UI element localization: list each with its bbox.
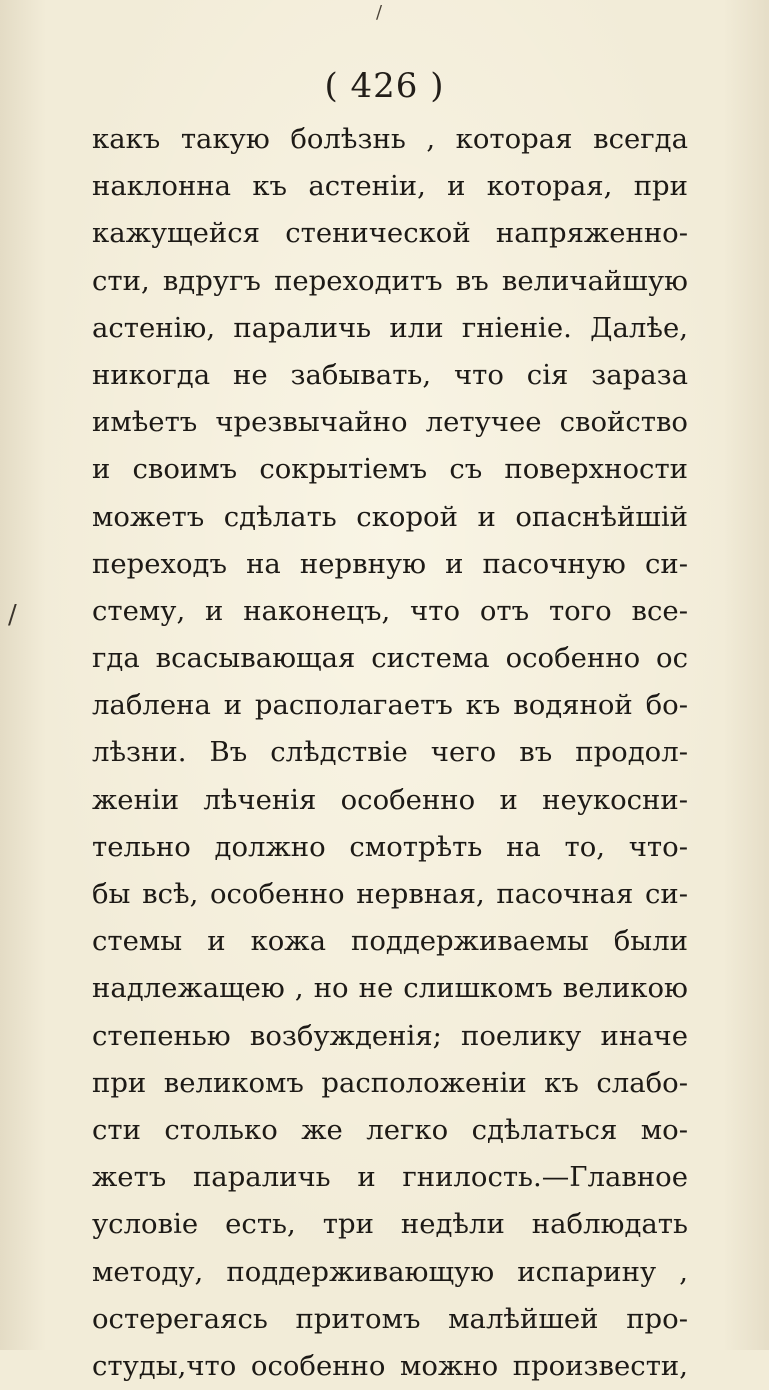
text-line: бы всѣ, особенно нервная, пасочная си- <box>92 878 688 910</box>
text-line: можетъ сдѣлать скорой и опаснѣйшій <box>92 500 688 533</box>
text-line: остерегаясь притомъ малѣйшей про- <box>92 1302 688 1335</box>
top-mark: / <box>376 2 383 23</box>
text-line: лаблена и располагаетъ къ водяной бо- <box>92 689 688 722</box>
text-line: женіи лѣченія особенно и неукосни- <box>92 783 688 816</box>
text-line: какъ такую болѣзнь , которая всегда <box>92 123 688 155</box>
text-line: студы,что особенно можно произвести, <box>92 1349 688 1382</box>
text-line: гда всасывающая система особенно ос <box>92 642 688 675</box>
text-line: переходъ на нервную и пасочную си- <box>92 547 688 580</box>
text-line: стему, и наконецъ, что отъ того все- <box>92 594 688 627</box>
text-line: степенью возбужденія; поелику иначе <box>92 1019 688 1052</box>
text-line: кажущейся стенической напряженно- <box>92 217 688 250</box>
margin-mark: / <box>8 600 17 630</box>
text-line: и своимъ сокрытіемъ съ поверхности <box>92 453 688 486</box>
body-text <box>92 116 688 1390</box>
text-line: сти, вдругъ переходитъ въ величайшую <box>92 264 688 297</box>
text-line: имѣетъ чрезвычайно летучее свойство <box>92 406 688 439</box>
text-line: тельно должно смотрѣть на то, что- <box>92 830 688 863</box>
text-line: условіе есть, три недѣли наблюдать <box>92 1208 688 1241</box>
text-line: стемы и кожа поддерживаемы были <box>92 925 688 958</box>
text-line: астенію, параличь или гніеніе. Далѣе, <box>92 311 688 344</box>
text-line: при великомъ расположеніи къ слабо- <box>92 1066 688 1099</box>
text-line: жетъ параличь и гнилость.—Главное <box>92 1161 688 1194</box>
page-number: ( 426 ) <box>324 66 445 106</box>
text-line: наклонна къ астеніи, и которая, при <box>92 170 688 203</box>
text-line: лѣзни. Въ слѣдствіе чего въ продол- <box>92 736 688 769</box>
text-line: никогда не забывать, что сія зараза <box>92 358 688 391</box>
text-line: сти столько же легко сдѣлаться мо- <box>92 1113 688 1146</box>
text-line: методу, поддерживающую испарину , <box>92 1255 688 1288</box>
text-line: надлежащею , но не слишкомъ великою <box>92 972 688 1005</box>
